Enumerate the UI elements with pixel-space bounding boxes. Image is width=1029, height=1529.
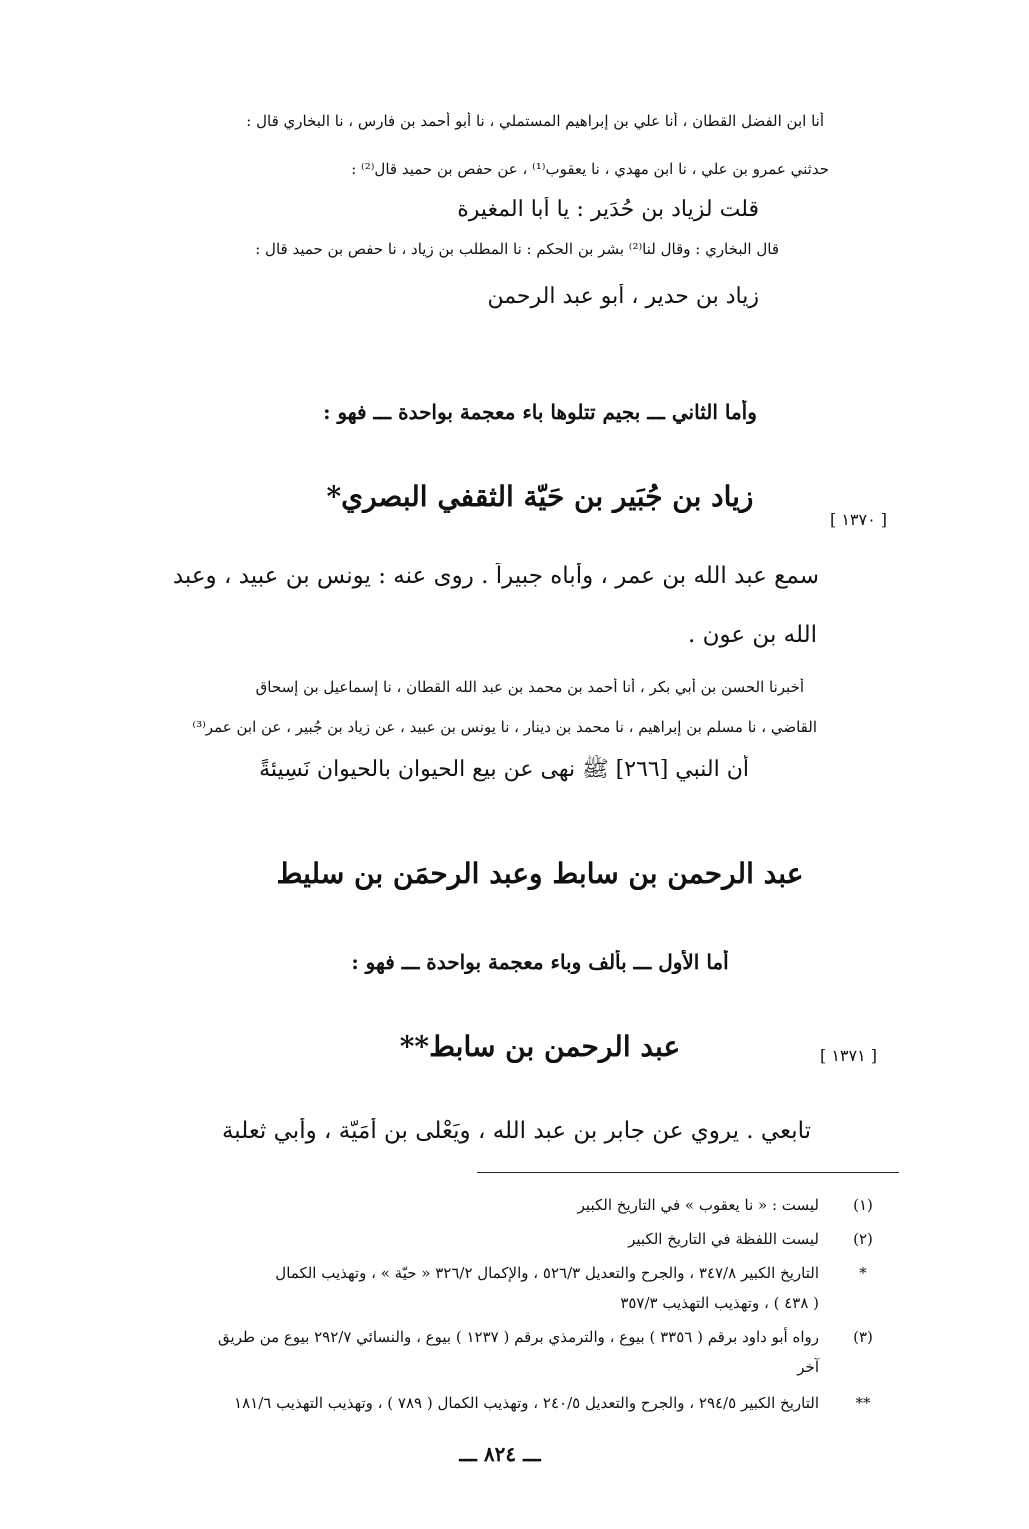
footnote-1-text: ليست : « نا يعقوب » في التاريخ الكبير — [577, 1196, 819, 1214]
chapter-heading: عبد الرحمن بن سابط وعبد الرحمَن بن سليط — [276, 857, 804, 890]
entry-1371-title: عبد الرحمن بن سابط** — [399, 1030, 681, 1063]
footnote-separator — [477, 1172, 899, 1173]
footnote-star-continued — [0, 1294, 1029, 1316]
isnad-1-line-2: حدثني عمرو بن علي ، نا ابن مهدي ، نا يعقوب⁽¹⁾ ، عن حفص بن حميد قال⁽²⁾ : — [351, 160, 829, 178]
footnote-star-mark: * — [859, 1264, 867, 1282]
entry-1370-body-line-1: سمع عبد الله بن عمر ، وأباه جبيراً . روى عنه : يونس بن عبيد ، وعبد — [172, 563, 819, 589]
entry-1370-body-line-2: الله بن عون . — [688, 622, 817, 648]
footnote-3-continued — [0, 1358, 1029, 1380]
footnote-2 — [0, 1230, 1029, 1252]
entry-1370-isnad-line-2: القاضي ، نا مسلم بن إبراهيم ، نا محمد بن دينار ، نا يونس بن عبيد ، عن زياد بن جُبير ، عن ابن عمر⁽³⁾ — [192, 718, 817, 736]
footnote-1-mark: (١) — [853, 1196, 873, 1214]
footnote-2-mark: (٢) — [853, 1230, 873, 1248]
entry-1370-hadith: أن النبي [٢٦٦] ﷺ نهى عن بيع الحيوان بالحيوان نَسِيئةً — [259, 757, 749, 782]
footnote-star-text: التاريخ الكبير ٣٤٧/٨ ، والجرح والتعديل ٥٢٦/٣ ، والإكمال ٣٢٦/٢ « حيّة » ، وتهذيب الكمال — [275, 1264, 819, 1282]
footnote-double-star-text: التاريخ الكبير ٢٩٤/٥ ، والجرح والتعديل ٢٤٠/٥ ، وتهذيب الكمال ( ٧٨٩ ) ، وتهذيب التهذيب ١٨١/٦ — [234, 1394, 819, 1412]
section-heading-first: أما الأول ـــ بألف وباء معجمة بواحدة ـــ فهو : — [351, 950, 729, 974]
footnote-double-star-mark: ** — [855, 1394, 871, 1412]
footnote-3-mark: (٣) — [853, 1328, 873, 1346]
isnad-1-quote: قلت لزياد بن حُدَير : يا أبا المغيرة — [457, 197, 759, 222]
footnote-double-star — [0, 1394, 1029, 1416]
footnote-3-text: رواه أبو داود برقم ( ٣٣٥٦ ) بيوع ، والترمذي برقم ( ١٢٣٧ ) بيوع ، والنسائي ٢٩٢/٧ بيوع من طريق — [218, 1328, 819, 1346]
entry-1371-number: [ ١٣٧١ ] — [820, 1046, 878, 1065]
footnote-star — [0, 1264, 1029, 1286]
isnad-2-line-1: قال البخاري : وقال لنا⁽²⁾ بشر بن الحكم : نا المطلب بن زياد ، نا حفص بن حميد قال : — [255, 240, 779, 258]
footnote-3 — [0, 1328, 1029, 1350]
page-number: ـــ ٨٢٤ ـــ — [459, 1442, 541, 1466]
footnote-1 — [0, 1196, 1029, 1218]
footnote-2-text: ليست اللفظة في التاريخ الكبير — [628, 1230, 819, 1248]
footnote-star-text-2: ( ٤٣٨ ) ، وتهذيب التهذيب ٣٥٧/٣ — [620, 1294, 819, 1312]
section-heading-second: وأما الثاني ـــ بجيم تتلوها باء معجمة بواحدة ـــ فهو : — [323, 400, 757, 424]
entry-1370-isnad-line-1: أخبرنا الحسن بن أبي بكر ، أنا أحمد بن محمد بن عبد الله القطان ، نا إسماعيل بن إسحاق — [255, 678, 804, 696]
isnad-2-quote: زياد بن حدير ، أبو عبد الرحمن — [487, 284, 759, 309]
entry-1371-body-line-1: تابعي . يروي عن جابر بن عبد الله ، ويَعْلى بن أُمَيّة ، وأبي ثعلبة — [221, 1118, 811, 1144]
footnote-3-text-2: آخر — [797, 1358, 819, 1376]
entry-1370-number: [ ١٣٧٠ ] — [830, 510, 888, 529]
entry-1370-title: زياد بن جُبَير بن حَيّة الثقفي البصري* — [326, 480, 754, 513]
isnad-1-line-1: أنا ابن الفضل القطان ، أنا علي بن إبراهيم المستملي ، نا أبو أحمد بن فارس ، نا البخاري قال : — [246, 112, 824, 130]
